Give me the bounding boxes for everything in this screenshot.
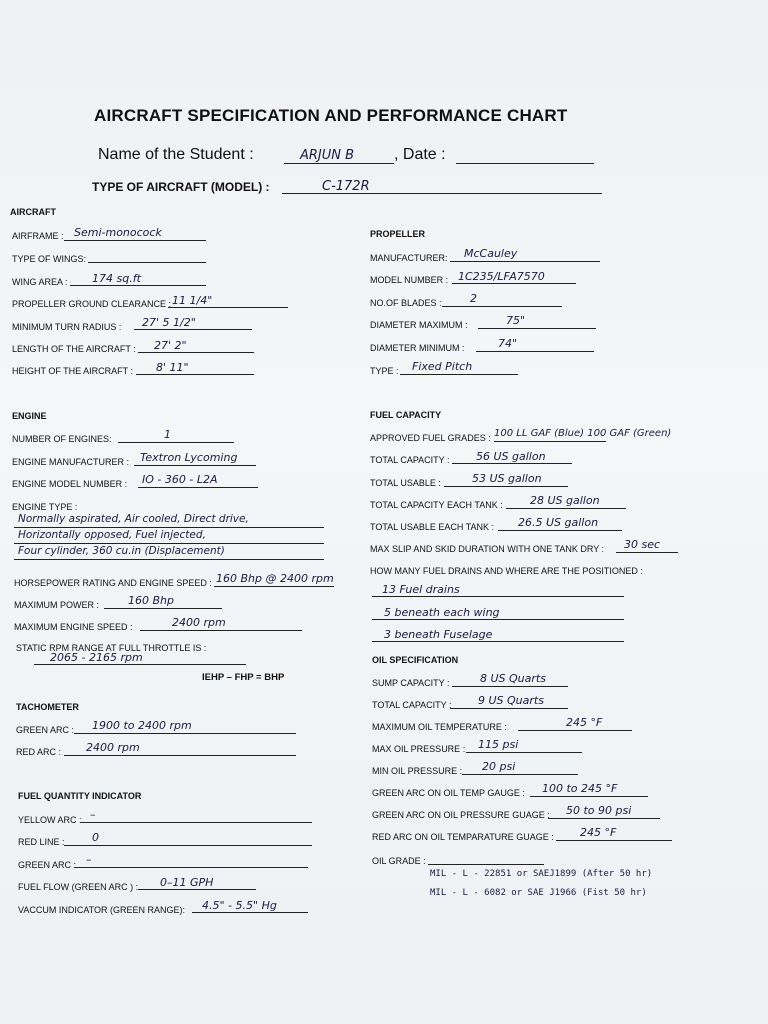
- prop-type-value: Fixed Pitch: [412, 360, 473, 373]
- slip-duration-line: [616, 552, 678, 553]
- vacuum-label: VACCUM INDICATOR (GREEN RANGE):: [18, 905, 186, 915]
- airframe-value: Semi-monocock: [74, 226, 162, 239]
- fuel-qty-heading: FUEL QUANTITY INDICATOR: [18, 791, 142, 801]
- fuel-flow-value: 0–11 GPH: [160, 876, 214, 889]
- engine-count-label: NUMBER OF ENGINES:: [12, 434, 112, 444]
- prop-model-label: MODEL NUMBER :: [370, 275, 449, 285]
- max-speed-line: [140, 630, 302, 631]
- aircraft-type-value: C-172R: [322, 179, 370, 194]
- engine-type-label: ENGINE TYPE :: [12, 502, 78, 512]
- sump-line: [452, 686, 568, 687]
- turn-radius-line: [134, 329, 252, 330]
- fuel-drains-label: HOW MANY FUEL DRAINS AND WHERE ARE THE POSITIONED :: [370, 566, 643, 576]
- red-line-value: 0: [92, 831, 99, 844]
- airframe-line: [64, 240, 206, 241]
- each-tank-value: 28 US gallon: [530, 494, 600, 507]
- prop-manufacturer-label: MANUFACTURER:: [370, 253, 448, 263]
- engine-type-value-2: Horizontally opposed, Fuel injected,: [18, 529, 206, 541]
- static-rpm-line: [34, 664, 246, 665]
- prop-manufacturer-line: [450, 261, 600, 262]
- max-oil-temp-label: MAXIMUM OIL TEMPERATURE :: [372, 722, 507, 732]
- fuel-usable-value: 53 US gallon: [472, 472, 542, 485]
- engine-manufacturer-label: ENGINE MANUFACTURER :: [12, 457, 130, 467]
- red-line-label: RED LINE :: [18, 837, 65, 847]
- power-formula: IEHP – FHP = BHP: [202, 672, 285, 683]
- red-temp-value: 245 °F: [580, 826, 617, 839]
- max-speed-value: 2400 rpm: [172, 616, 226, 629]
- red-line-line: [64, 845, 312, 846]
- aircraft-type-label: TYPE OF AIRCRAFT (MODEL) :: [92, 180, 270, 194]
- fuel-drains-value-3: 3 beneath Fuselage: [384, 628, 493, 641]
- green-temp-label: GREEN ARC ON OIL TEMP GAUGE :: [372, 788, 525, 798]
- engine-count-line: [118, 442, 234, 443]
- fuel-drains-value-1: 13 Fuel drains: [382, 583, 460, 596]
- length-line: [138, 352, 254, 353]
- date-line: [456, 163, 594, 164]
- min-oil-press-value: 20 psi: [482, 760, 516, 773]
- each-tank-line: [506, 508, 626, 509]
- max-power-line: [104, 608, 222, 609]
- each-tank-label: TOTAL CAPACITY EACH TANK :: [370, 500, 503, 510]
- oil-heading: OIL SPECIFICATION: [372, 655, 459, 665]
- engine-heading: ENGINE: [12, 411, 47, 421]
- turn-radius-label: MINIMUM TURN RADIUS :: [12, 322, 122, 332]
- fuel-drains-line-1: [372, 596, 624, 597]
- hp-label: HORSEPOWER RATING AND ENGINE SPEED :: [14, 578, 212, 588]
- oil-total-label: TOTAL CAPACITY :: [372, 700, 452, 710]
- fuel-grades-label: APPROVED FUEL GRADES :: [370, 433, 491, 443]
- prop-model-value: 1C235/LFA7570: [458, 270, 545, 283]
- engine-model-label: ENGINE MODEL NUMBER :: [12, 479, 128, 489]
- oil-total-line: [450, 708, 568, 709]
- sump-value: 8 US Quarts: [480, 672, 546, 685]
- fuel-grades-value: 100 LL GAF (Blue) 100 GAF (Green): [494, 428, 672, 439]
- blades-line: [442, 306, 562, 307]
- yellow-arc-label: YELLOW ARC :: [18, 815, 82, 825]
- fuel-green-arc-value: –: [86, 853, 92, 866]
- min-oil-press-line: [462, 774, 578, 775]
- height-value: 8' 11": [156, 361, 189, 374]
- dia-max-line: [478, 328, 596, 329]
- wing-area-label: WING AREA :: [12, 277, 68, 287]
- green-press-line: [548, 818, 660, 819]
- prop-clearance-value: 11 1/4": [172, 294, 213, 307]
- max-oil-press-line: [466, 752, 582, 753]
- fuel-usable-line: [444, 486, 568, 487]
- hp-value: 160 Bhp @ 2400 rpm: [216, 572, 334, 585]
- height-line: [136, 374, 254, 375]
- student-name-line: [284, 163, 394, 164]
- wing-area-value: 174 sq.ft: [92, 272, 141, 285]
- length-value: 27' 2": [154, 339, 187, 352]
- static-rpm-label: STATIC RPM RANGE AT FULL THROTTLE IS :: [16, 643, 207, 653]
- aircraft-heading: AIRCRAFT: [10, 207, 56, 217]
- dia-max-label: DIAMETER MAXIMUM :: [370, 320, 468, 330]
- engine-type-value-3: Four cylinder, 360 cu.in (Displacement): [18, 545, 225, 557]
- prop-manufacturer-value: McCauley: [464, 247, 518, 260]
- tach-green-label: GREEN ARC :: [16, 725, 75, 735]
- red-temp-line: [556, 840, 672, 841]
- student-name-value: ARJUN B: [300, 148, 355, 163]
- blades-label: NO.OF BLADES :: [370, 298, 442, 308]
- fuel-total-line: [452, 463, 572, 464]
- sump-label: SUMP CAPACITY :: [372, 678, 450, 688]
- green-temp-line: [530, 796, 648, 797]
- usable-each-label: TOTAL USABLE EACH TANK :: [370, 522, 495, 532]
- vacuum-value: 4.5" - 5.5" Hg: [202, 899, 277, 912]
- engine-model-value: IO - 360 - L2A: [142, 473, 218, 486]
- tachometer-heading: TACHOMETER: [16, 702, 79, 712]
- engine-type-line-1: [14, 527, 324, 528]
- length-label: LENGTH OF THE AIRCRAFT :: [12, 344, 136, 354]
- max-oil-temp-line: [518, 730, 632, 731]
- wings-label: TYPE OF WINGS:: [12, 254, 87, 264]
- oil-grade-value-2: MIL - L - 6082 or SAE J1966 (Fist 50 hr): [430, 888, 647, 898]
- propeller-heading: PROPELLER: [370, 229, 426, 239]
- date-label: , Date :: [394, 146, 446, 163]
- green-press-value: 50 to 90 psi: [566, 804, 632, 817]
- fuel-total-value: 56 US gallon: [476, 450, 546, 463]
- static-rpm-value: 2065 - 2165 rpm: [50, 651, 143, 664]
- prop-clearance-line: [168, 307, 288, 308]
- blades-value: 2: [470, 292, 477, 305]
- tach-red-label: RED ARC :: [16, 747, 62, 757]
- max-oil-temp-value: 245 °F: [566, 716, 603, 729]
- max-speed-label: MAXIMUM ENGINE SPEED :: [14, 622, 133, 632]
- engine-type-line-3: [14, 559, 324, 560]
- slip-duration-label: MAX SLIP AND SKID DURATION WITH ONE TANK DRY :: [370, 544, 605, 554]
- airframe-label: AIRFRAME :: [12, 231, 64, 241]
- max-oil-press-value: 115 psi: [478, 738, 519, 751]
- prop-clearance-label: PROPELLER GROUND CLEARANCE :: [12, 299, 172, 309]
- green-press-label: GREEN ARC ON OIL PRESSURE GUAGE :: [372, 810, 550, 820]
- fuel-drains-line-3: [372, 641, 624, 642]
- document-title: AIRCRAFT SPECIFICATION AND PERFORMANCE CHART: [94, 106, 568, 125]
- oil-grade-label: OIL GRADE :: [372, 856, 426, 866]
- engine-manufacturer-value: Textron Lycoming: [140, 451, 238, 464]
- fuel-green-arc-label: GREEN ARC :: [18, 860, 77, 870]
- fuel-drains-value-2: 5 beneath each wing: [384, 606, 500, 619]
- usable-each-line: [498, 530, 622, 531]
- engine-model-line: [138, 487, 258, 488]
- red-temp-label: RED ARC ON OIL TEMPARATURE GUAGE :: [372, 832, 554, 842]
- student-name-label: Name of the Student :: [98, 146, 254, 163]
- yellow-arc-line: [80, 822, 312, 823]
- tach-red-value: 2400 rpm: [86, 741, 140, 754]
- wing-area-line: [70, 285, 206, 286]
- engine-type-value-1: Normally aspirated, Air cooled, Direct drive,: [18, 513, 249, 525]
- fuel-green-arc-line: [74, 867, 308, 868]
- min-oil-press-label: MIN OIL PRESSURE :: [372, 766, 463, 776]
- engine-manufacturer-line: [134, 465, 256, 466]
- dia-max-value: 75": [506, 314, 526, 327]
- fuel-usable-label: TOTAL USABLE :: [370, 478, 441, 488]
- max-power-value: 160 Bhp: [128, 594, 174, 607]
- wings-line: [88, 262, 206, 263]
- dia-min-value: 74": [498, 337, 518, 350]
- slip-duration-value: 30 sec: [624, 538, 661, 551]
- fuel-grades-line: [494, 441, 606, 442]
- prop-model-line: [452, 283, 576, 284]
- turn-radius-value: 27' 5 1/2": [142, 316, 196, 329]
- oil-grade-line: [428, 864, 544, 865]
- oil-grade-value-1: MIL - L - 22851 or SAEJ1899 (After 50 hr): [430, 869, 653, 879]
- tach-green-value: 1900 to 2400 rpm: [92, 719, 192, 732]
- fuel-drains-line-2: [372, 619, 624, 620]
- engine-count-value: 1: [164, 428, 171, 441]
- prop-type-label: TYPE :: [370, 366, 399, 376]
- usable-each-value: 26.5 US gallon: [518, 516, 599, 529]
- dia-min-label: DIAMETER MINIMUM :: [370, 343, 465, 353]
- oil-total-value: 9 US Quarts: [478, 694, 544, 707]
- fuel-capacity-heading: FUEL CAPACITY: [370, 410, 442, 420]
- prop-type-line: [400, 374, 518, 375]
- vacuum-line: [192, 912, 308, 913]
- yellow-arc-value: –: [90, 808, 96, 821]
- height-label: HEIGHT OF THE AIRCRAFT :: [12, 366, 134, 376]
- max-oil-press-label: MAX OIL PRESSURE :: [372, 744, 466, 754]
- tach-red-line: [64, 755, 296, 756]
- engine-type-line-2: [14, 543, 324, 544]
- fuel-flow-label: FUEL FLOW (GREEN ARC ) :: [18, 882, 139, 892]
- fuel-total-label: TOTAL CAPACITY :: [370, 455, 450, 465]
- hp-line: [214, 586, 334, 587]
- dia-min-line: [476, 351, 594, 352]
- tach-green-line: [74, 733, 296, 734]
- green-temp-value: 100 to 245 °F: [542, 782, 618, 795]
- max-power-label: MAXIMUM POWER :: [14, 600, 99, 610]
- fuel-flow-line: [138, 889, 256, 890]
